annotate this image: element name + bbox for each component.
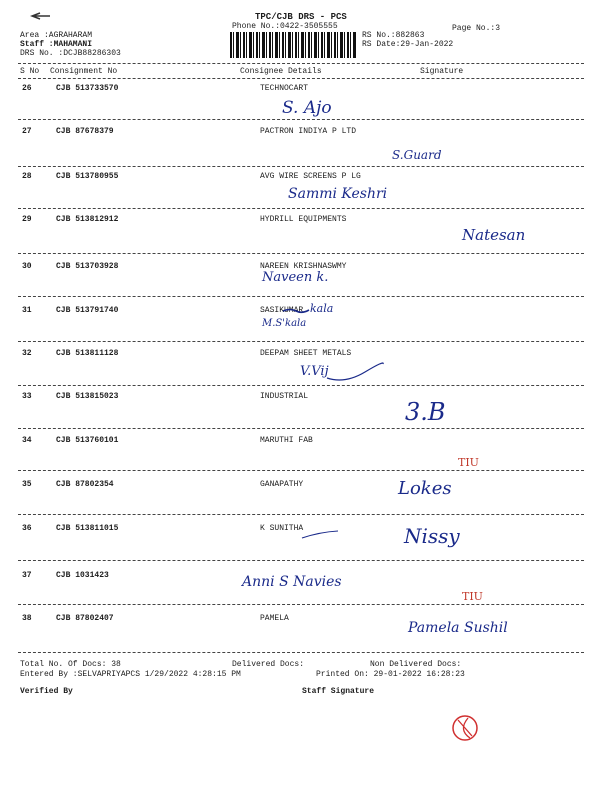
staff-label: Staff :MAHAMANI [20, 40, 93, 49]
row-consignment: CJB 513791740 [56, 306, 119, 315]
row-sno: 32 [22, 349, 32, 358]
signature: M.S'kala [262, 318, 307, 329]
row-consignee: INDUSTRIAL [260, 392, 309, 401]
row-sno: 34 [22, 436, 32, 445]
printed-on: Printed On: 29-01-2022 16:28:23 [316, 670, 465, 679]
divider [18, 63, 584, 64]
row-consignment: CJB 513703928 [56, 262, 119, 271]
divider [18, 166, 584, 167]
non-delivered-docs: Non Delivered Docs: [370, 660, 462, 669]
row-consignment: CJB 1031423 [56, 571, 109, 580]
barcode [230, 32, 356, 58]
annotation-tiu: TIU [462, 590, 483, 603]
signature: Natesan [462, 226, 526, 244]
row-sno: 36 [22, 524, 32, 533]
row-consignee: MARUTHI FAB [260, 436, 313, 445]
area-label: Area :AGRAHARAM [20, 31, 93, 40]
signature: Naveen k. [262, 270, 329, 285]
table-row [0, 480, 600, 522]
row-consignment: CJB 87802407 [56, 614, 114, 623]
table-row [0, 436, 600, 478]
row-consignee: PACTRON INDIYA P LTD [260, 127, 357, 136]
row-consignment: CJB 513811015 [56, 524, 119, 533]
divider [18, 514, 584, 515]
arrow-mark-icon [30, 12, 54, 20]
row-sno: 29 [22, 215, 32, 224]
row-consignee: GANAPATHY [260, 480, 304, 489]
signature: 3.B [405, 398, 446, 426]
row-sno: 35 [22, 480, 32, 489]
row-consignment: CJB 87678379 [56, 127, 114, 136]
rs-date: RS Date:29-Jan-2022 [362, 40, 454, 49]
row-consignment: CJB 513780955 [56, 172, 119, 181]
row-sno: 38 [22, 614, 32, 623]
table-row [0, 127, 600, 169]
row-consignee: NAREEN KRISHNASWMY [260, 262, 347, 271]
signature-stroke [300, 528, 340, 542]
divider [18, 78, 584, 79]
row-consignee: K SUNITHA [260, 524, 304, 533]
row-sno: 33 [22, 392, 32, 401]
divider [18, 208, 584, 209]
annotation-tiu: TIU [458, 456, 479, 469]
signature: Pamela Sushil [408, 620, 508, 636]
row-consignee: TECHNOCART [260, 84, 309, 93]
drs-number: DRS No. :DCJB88286303 [20, 49, 121, 58]
row-consignment: CJB 513811128 [56, 349, 119, 358]
divider [18, 296, 584, 297]
row-sno: 31 [22, 306, 32, 315]
col-header-consignment: Consignment No [50, 67, 118, 76]
table-row [0, 614, 600, 656]
staff-signature-label: Staff Signature [302, 687, 375, 696]
divider [18, 428, 584, 429]
signature: V.Vij [300, 364, 329, 379]
signature: Sammi Keshri [288, 186, 388, 202]
row-consignment: CJB 513760101 [56, 436, 119, 445]
divider [18, 560, 584, 561]
signature: S.Guard [392, 148, 442, 162]
row-consignment: CJB 513733570 [56, 84, 119, 93]
row-sno: 26 [22, 84, 32, 93]
row-consignee: AVG WIRE SCREENS P LG [260, 172, 361, 181]
row-consignment: CJB 87802354 [56, 480, 114, 489]
entered-by: Entered By :SELVAPRIYAPCS 1/29/2022 4:28:15 PM [20, 670, 241, 679]
strike-through-mark [282, 306, 310, 316]
row-sno: 30 [22, 262, 32, 271]
col-header-consignee: Consignee Details [240, 67, 322, 76]
row-consignee: PAMELA [260, 614, 289, 623]
row-consignment: CJB 513815023 [56, 392, 119, 401]
delivered-docs: Delivered Docs: [232, 660, 305, 669]
signature: Anni S Navies [242, 574, 342, 590]
divider [18, 604, 584, 605]
signature-stroke [325, 362, 385, 384]
signature: Lokes [398, 478, 452, 499]
divider [18, 385, 584, 386]
row-consignment: CJB 513812912 [56, 215, 119, 224]
divider [18, 652, 584, 653]
document-title: TPC/CJB DRS - PCS [255, 12, 347, 22]
handwritten-overwrite: kala [310, 302, 334, 315]
row-sno: 28 [22, 172, 32, 181]
row-consignee: HYDRILL EQUIPMENTS [260, 215, 347, 224]
total-docs: Total No. Of Docs: 38 [20, 660, 121, 669]
phone-number: Phone No.:0422-3505555 [232, 22, 338, 31]
row-consignee: DEEPAM SHEET METALS [260, 349, 352, 358]
row-consignee: SASIKUMAR [260, 306, 304, 315]
divider [18, 470, 584, 471]
row-sno: 27 [22, 127, 32, 136]
rs-number: RS No.:882863 [362, 31, 425, 40]
row-sno: 37 [22, 571, 32, 580]
divider [18, 341, 584, 342]
col-header-signature: Signature [420, 67, 464, 76]
red-stamp-mark [448, 710, 482, 746]
col-header-sno: S No [20, 67, 40, 76]
verified-by: Verified By [20, 687, 73, 696]
divider [18, 253, 584, 254]
page-number: Page No.:3 [452, 24, 501, 33]
signature: S. Ajo [282, 98, 332, 118]
signature: Nissy [404, 524, 460, 548]
divider [18, 119, 584, 120]
